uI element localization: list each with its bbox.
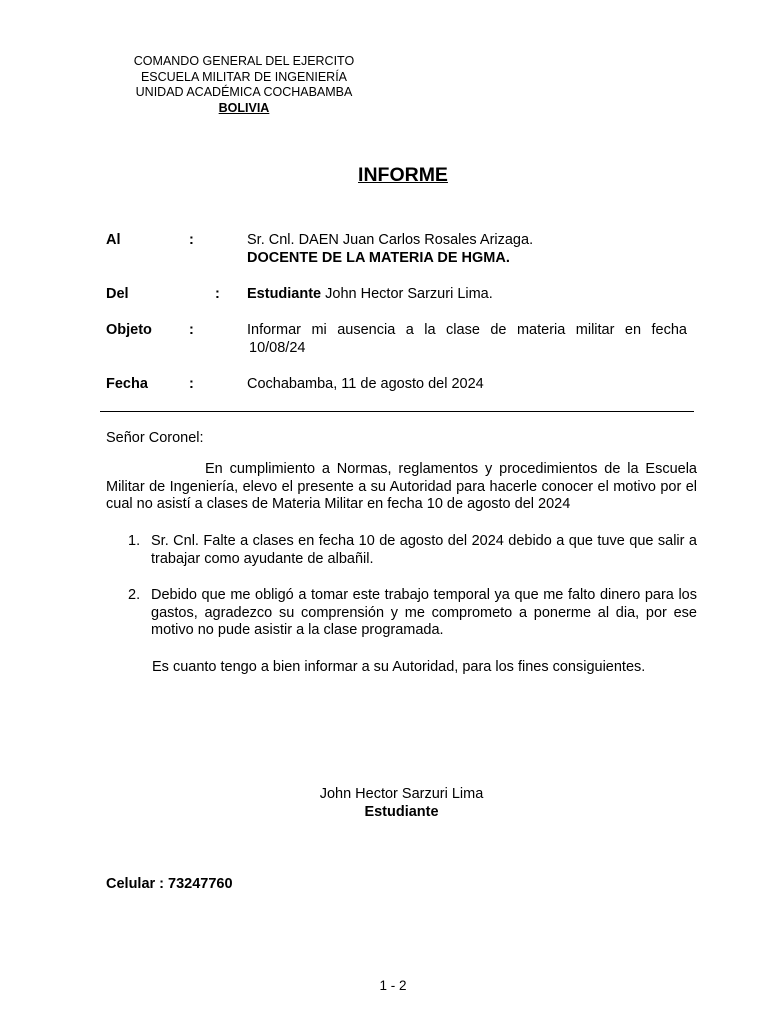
- header-country: BOLIVIA: [218, 100, 270, 115]
- header-divider: [100, 411, 694, 412]
- field-objeto-label: Objeto: [106, 322, 152, 338]
- document-title-wrap: [0, 164, 768, 187]
- document-title: INFORME: [358, 164, 448, 186]
- field-objeto-line1: Informar mi ausencia a la clase de materia militar en fecha: [247, 322, 687, 338]
- contact-phone: Celular : 73247760: [106, 876, 233, 892]
- field-al-label: Al: [106, 232, 121, 248]
- list-item-text: Sr. Cnl. Falte a clases en fecha 10 de agosto del 2024 debido a que tuve que salir a trabajar como ayudante de albañil.: [151, 533, 697, 567]
- field-del-colon: :: [215, 286, 220, 302]
- institution-header: [104, 54, 384, 116]
- intro-paragraph: En cumplimiento a Normas, reglamentos y procedimientos de la Escuela Militar de Ingeniería, elevo el presente a su Autoridad para hacerle conocer el motivo por el cual no asistí a clases de Materia Militar en fecha 10 de agosto del 2024: [106, 461, 697, 513]
- closing-statement: Es cuanto tengo a bien informar a su Autoridad, para los fines consiguientes.: [152, 659, 646, 675]
- field-al-colon: :: [189, 232, 194, 248]
- field-fecha-value: Cochabamba, 11 de agosto del 2024: [247, 376, 484, 392]
- list-number: 2.: [128, 587, 141, 603]
- list-item-text: Debido que me obligó a tomar este trabajo temporal ya que me falto dinero para los gastos, agradezco su comprensión y me comprometo a ponerme al dia, por ese motivo no pude asistir a la clase programada.: [151, 587, 697, 639]
- field-fecha-label: Fecha: [106, 376, 148, 392]
- signature-role: Estudiante: [364, 804, 439, 820]
- field-del-role: Estudiante: [247, 286, 322, 302]
- field-del-name: John Hector Sarzuri Lima.: [321, 286, 493, 302]
- header-line-command: COMANDO GENERAL DEL EJERCITO: [133, 54, 355, 68]
- field-al-value: [247, 232, 687, 267]
- field-del-value: [247, 286, 687, 304]
- page-number: 1 - 2: [379, 978, 407, 993]
- signature-name: John Hector Sarzuri Lima: [319, 786, 484, 802]
- field-del-label: Del: [106, 286, 129, 302]
- header-line-school: ESCUELA MILITAR DE INGENIERÍA: [140, 69, 348, 84]
- field-objeto-value: [247, 322, 687, 357]
- header-line-unit: UNIDAD ACADÉMICA COCHABAMBA: [135, 85, 353, 100]
- field-objeto-line2: 10/08/24: [249, 339, 306, 356]
- field-al-recipient: Sr. Cnl. DAEN Juan Carlos Rosales Arizaga.: [247, 232, 534, 248]
- field-fecha-colon: :: [189, 376, 194, 392]
- list-number: 1.: [128, 533, 141, 549]
- field-al-position: DOCENTE DE LA MATERIA DE HGMA.: [247, 249, 510, 266]
- salutation: Señor Coronel:: [106, 430, 204, 446]
- field-objeto-colon: :: [189, 322, 194, 338]
